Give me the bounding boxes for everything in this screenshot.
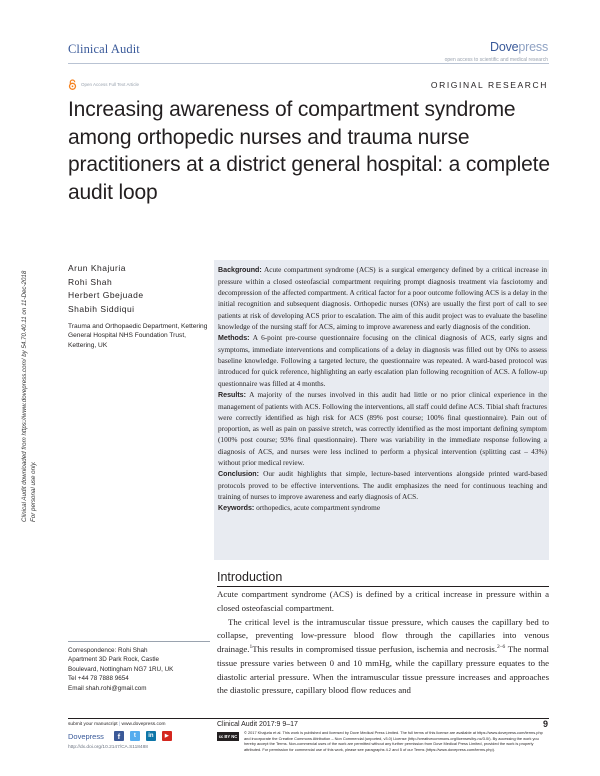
correspondence-email[interactable]: Email shah.rohi@gmail.com <box>68 684 147 692</box>
abstract-conclusion-label: Conclusion: <box>218 469 259 478</box>
facebook-icon[interactable]: f <box>114 731 124 741</box>
correspondence-address-line: Boulevard, Nottingham NG7 1RU, UK <box>68 665 174 673</box>
article-title: Increasing awareness of compartment syndrome among orthopedic nurses and trauma nurse practitioners at a district general hospital: a complete audit loop <box>68 98 550 204</box>
publisher-block <box>445 40 548 63</box>
footer-divider <box>68 718 549 719</box>
abstract-methods-label: Methods: <box>218 333 250 342</box>
cc-nc-icon: NC <box>231 734 238 739</box>
citation-ref[interactable]: 1 <box>249 644 253 651</box>
correspondence-block <box>68 646 210 693</box>
author-name: Shabih Siddiqui <box>68 303 135 314</box>
abstract-keywords-text: orthopedics, acute compartment syndrome <box>256 503 381 513</box>
footer-logo[interactable]: Dovepress <box>68 731 104 741</box>
abstract-conclusion-text: Our audit highlights that simple, lecture-based interventions alongside printed ward-based protocols proved to be effective interventions. The audit emphasizes the need for continuous teaching and training of nurses to improve awareness and early diagnosis of ACS. <box>218 468 547 502</box>
article-type: ORIGINAL RESEARCH <box>430 80 548 90</box>
side-note-line-1: Clinical Audit downloaded from https://www.dovepress.com/ by 54.70.40.11 on 11-Dec-2018 <box>21 270 28 522</box>
publisher-tagline: open access to scientific and medical research <box>444 57 548 63</box>
intro-para2-part-b: This results in compromised tissue perfusion, ischemia and necrosis. <box>252 644 498 654</box>
cc-by-icon: BY <box>224 734 231 739</box>
correspondence-label: Correspondence: Rohi Shah <box>68 647 148 654</box>
twitter-icon[interactable]: t <box>130 731 140 741</box>
author-name: Arun Khajuria <box>68 263 127 273</box>
cc-icon: cc <box>218 734 224 739</box>
affiliation: Trauma and Orthopaedic Department, Kettering General Hospital NHS Foundation Trust, Kettering, UK <box>68 323 208 349</box>
license-text: © 2017 Khajuria et al. This work is published and licensed by Dove Medical Press Limited. The full terms of this license are available at https://www.dovepress.com/terms.php and incorporate the Creative Commons Attribution – Non Commercial (unported, v3.0) License (http://creativecommons.org/licenses/by-nc/3.0/). By accessing the work you hereby accept the Terms. Non-commercial uses of the work are permitted without any further permission from Dove Medical Press Limited, provided the work is properly attributed. For permission for commercial use of this work, please see paragraphs 4.2 and 5 of our Terms (https://www.dovepress.com/terms.php). <box>244 730 543 752</box>
abstract <box>218 264 547 514</box>
doi-link[interactable]: http://dx.doi.org/10.2147/CA.S118488 <box>68 745 148 750</box>
intro-para2-part-c: The normal tissue pressure varies between 0 and 10 mmHg, while the capillary pressure equates to the diastolic arterial pressure. When the intramuscular tissue pressure increases and approaches the diastolic pressure, capillary blood flow reduces and <box>217 644 549 696</box>
intro-para2-part-a: The critical level is the intramuscular tissue pressure, which causes the capillary bed to collapse, preventing low-pressure blood flow through the capillaries into venous drainage. <box>217 616 549 654</box>
abstract-methods-text: A 6-point pre-course questionnaire focusing on the clinical diagnosis of ACS, early signs and symptoms, immediate interventions and complications of a delay in diagnosis was filled out by ONs to assess baseline knowledge. Following a targeted lecture, the questionnaire was repeated. A ward-based protocol was introduced for quick reference, highlighting an early escalation plan following recognition of ACS. A follow-up questionnaire was filled at 4 months. <box>218 332 548 388</box>
journal-citation: Clinical Audit 2017:9 9–17 <box>217 721 298 728</box>
intro-paragraph-1: Acute compartment syndrome (ACS) is defined by a critical increase in pressure within a closed osteofascial compartment. <box>217 589 549 613</box>
page-number: 9 <box>542 719 548 729</box>
linkedin-icon[interactable]: in <box>146 731 156 741</box>
abstract-results-label: Results: <box>218 390 246 399</box>
author-name: Herbert Gbejuade <box>68 290 144 301</box>
author-list <box>68 262 144 316</box>
citation-ref[interactable]: 2–6 <box>497 644 506 651</box>
journal-name: Clinical Audit <box>68 42 140 56</box>
submit-manuscript-link[interactable]: www.dovepress.com <box>121 722 166 727</box>
open-access-lock-icon <box>68 79 77 90</box>
abstract-background-label: Background: <box>218 266 262 274</box>
open-access-label: Open Access Full Text Article <box>81 82 139 87</box>
side-note-line-2: For personal use only. <box>29 461 37 522</box>
publisher-logo-light: press <box>518 40 548 54</box>
correspondence-phone: Tel +44 78 7888 9654 <box>68 675 129 683</box>
footer-social-row <box>68 731 172 741</box>
submit-manuscript-text: submit your manuscript <box>68 722 118 727</box>
abstract-keywords-label: Keywords: <box>218 504 255 513</box>
correspondence-divider <box>68 641 210 642</box>
abstract-results-text: A majority of the nurses involved in this audit had little or no prior clinical experience in the management of patients with ACS. Following the interventions, all staff could define ACS. Tibial shaft fractures were correctly identified as high risk for ACS (89% post course; 100% final questionnaire). Pain out of proportion, as well as pain on passive stretch, was correctly identified as the most important defining symptom (100% post course; 93% final questionnaire). There was variability in the immediate response following a diagnosis of ACS, and nurses were less inclined to perform a physical intervention (splitting cast – 43%) without prior medical review. <box>218 389 548 467</box>
header-divider <box>68 63 549 64</box>
open-access-badge <box>68 79 139 90</box>
author-name: Rohi Shah <box>68 276 113 287</box>
section-divider <box>217 586 549 587</box>
introduction-body <box>217 588 549 698</box>
submit-manuscript-line: submit your manuscript | www.dovepress.com <box>68 722 166 727</box>
download-side-note <box>21 271 38 522</box>
youtube-icon[interactable]: ▶ <box>162 731 172 741</box>
publisher-logo-main: Dove <box>490 40 519 54</box>
intro-paragraph-2 <box>217 616 549 699</box>
creative-commons-badge[interactable] <box>217 732 239 741</box>
abstract-background-text: Acute compartment syndrome (ACS) is a surgical emergency defined by a critical increase in pressure within a closed osteofascial compartment requiring prompt diagnosis treatment via fasciotomy and decompression of the affected compartment. A critical factor for a poor outcome following ACS is a delay in the initial recognition and subsequent diagnosis. Orthopedic nurses (ONs) are usually the first port of call to see patients at risk of developing ACS prior to escalation. The aim of this audit project was to evaluate the baseline knowledge of the nursing staff for ACS, aiming to improve awareness and early diagnosis of the condition. <box>218 265 547 331</box>
section-heading-introduction: Introduction <box>217 570 283 584</box>
correspondence-address-line: Apartment 3D Park Rock, Castle <box>68 656 159 664</box>
publisher-logo[interactable] <box>445 40 548 54</box>
